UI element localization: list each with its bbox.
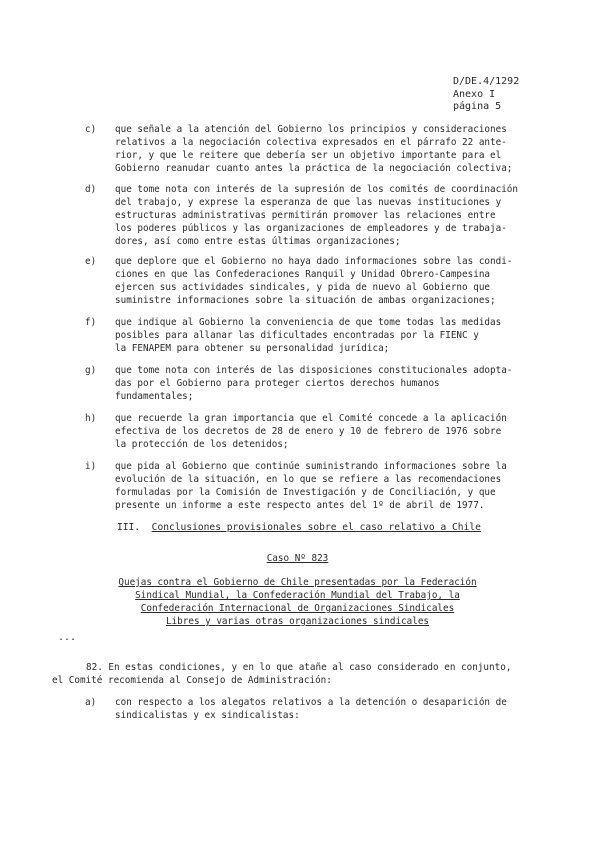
item-line: ciones en que las Confederaciones Ranquil y Unidad Obrero-Campesina [115,268,491,280]
item-letter: c) [85,124,97,135]
item-line: la FENAPEM para obtener su personalidad jurídica; [115,342,390,354]
item-line: los poderes públicos y las organizaciones de empleadores y de trabaja- [115,222,507,234]
item-line: dores, así como entre estas últimas organizaciones; [115,235,401,247]
complaint-title [0,576,595,628]
complaint-line: Quejas contra el Gobierno de Chile presentadas por la Federación [118,577,477,588]
page-number: página 5 [453,101,502,112]
item-letter: d) [85,184,97,195]
case-number [0,552,595,565]
item-line: que tome nota con interés de la supresión de los comités de coordinación [115,184,518,195]
item-line: relativos a la negociación colectiva expresados en el párrafo 22 ante- [115,136,507,148]
item-line: con respecto a los alegatos relativos a la detención o desaparición de [115,697,507,708]
paragraph-82 [48,661,548,687]
paragraph-line: el Comité recomienda al Consejo de Administración: [52,675,332,686]
item-letter: a) [85,697,97,708]
item-line: estructuras administrativas permitirán promover las relaciones entre [115,209,496,221]
item-line: evolución de la situación, en lo que se refiere a las recomendaciones [115,473,502,485]
recommendation-h [78,413,548,452]
item-line: que indique al Gobierno la conveniencia de que tome todas las medidas [115,317,502,328]
item-line: que señale a la atención del Gobierno los principios y consideraciones [115,124,507,135]
case-number-label: Caso Nº 823 [266,553,329,564]
item-line: sindicalistas y ex sindicalistas: [115,709,300,721]
item-letter: e) [85,256,97,267]
item-line: das por el Gobierno para proteger ciertos derechos humanos [115,377,440,389]
document-reference: D/DE.4/1292 [453,76,520,87]
item-letter: i) [85,461,97,472]
item-letter: g) [85,365,97,376]
item-line: que tome nota con interés de las disposiciones constitucionales adopta- [115,365,513,376]
complaint-line: Libres y varias otras organizaciones sindicales [165,616,430,627]
item-line: ejercen sus actividades sindicales, y pida de nuevo al Gobierno que [115,281,491,293]
recommendation-i [78,461,548,513]
item-line: que pida al Gobierno que continúe suministrando informaciones sobre la [115,461,507,472]
item-letter: h) [85,413,97,424]
item-letter: f) [85,317,97,328]
section-number: III. [117,522,141,533]
complaint-line: Confederación Internacional de Organizaciones Sindicales [140,603,455,614]
item-line: efectiva de los decretos de 28 de enero y 10 de febrero de 1976 sobre [115,425,502,437]
ellipsis: ... [58,632,77,643]
item-line: la protección de los detenidos; [115,438,289,450]
complaint-line: Sindical Mundial, la Confederación Mundial del Trabajo, la [135,590,460,601]
item-line: formuladas por la Comisión de Investigación y de Conciliación, y que [115,486,496,498]
recommendation-f [78,317,548,356]
section-title: Conclusiones provisionales sobre el caso relativo a Chile [151,522,481,533]
recommendation-a [78,697,548,723]
page-header [453,76,519,114]
paragraph-line: 82. En estas condiciones, y en lo que atañe al caso considerado en conjunto, [86,662,512,673]
item-line: suministre informaciones sobre la situación de ambas organizaciones; [115,294,496,306]
section-heading [117,521,481,534]
recommendation-g [78,365,548,404]
recommendation-c [78,124,548,176]
item-line: presente un informe a este respecto antes del 1º de abril de 1977. [115,499,485,511]
item-line: fundamentales; [115,390,194,402]
item-line: que deplore que el Gobierno no haya dado informaciones sobre las condi- [115,256,513,267]
item-line: Gobierno reanudar cuanto antes la práctica de la negociación colectiva; [115,162,513,174]
item-line: del trabajo, y exprese la esperanza de que las nuevas instituciones y [115,196,502,208]
recommendation-d [78,184,548,249]
recommendation-e [78,256,548,308]
item-line: rior, y que le reitere que debería ser un objetivo importante para el [115,149,502,161]
item-line: que recuerde la gran importancia que el Comité concede a la aplicación [115,413,507,424]
annex-label: Anexo I [453,88,496,100]
item-line: posibles para allanar las dificultades encontradas por la FIENC y [115,329,479,341]
